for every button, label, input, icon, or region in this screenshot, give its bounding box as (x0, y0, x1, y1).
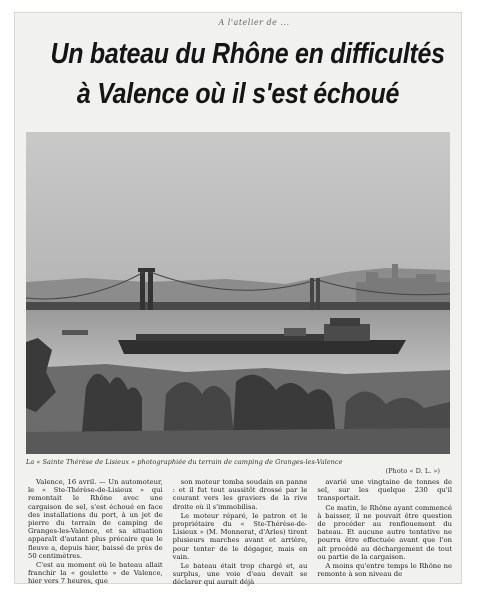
paragraph: Valence, 16 avril. — Un automoteur, le « Ste-Thérèse-de-Lisieux » qui remontait le Rhône avec une cargaison de sel, s'est échoué en face des installations du port, à un jet de pierre du terrain de camping de Granges-les-Valence, et sa situation apparaît d'autant plus précaire que le fleuve a, depuis hier, baissé de près de 50 centimètres. (28, 478, 163, 560)
headline (50, 34, 445, 114)
newspaper-clipping (14, 12, 462, 587)
headline-line-2: à Valence où il s'est échoué (76, 78, 400, 110)
paragraph: A moins qu'entre temps le Rhône ne remonte à son niveau de (317, 562, 453, 579)
paragraph: avarié une vingtaine de tonnes de sel, sur les quelque 230 qu'il transportait. (317, 478, 453, 503)
headline-line-1: Un bateau du Rhône en difficultés (50, 38, 445, 70)
paragraph: Le bateau était trop chargé et, au surplus, une voie d'eau devait se déclarer qui aurait déjà (172, 562, 308, 587)
article-body (28, 478, 452, 588)
article-column-1 (28, 478, 163, 588)
photo-credit: (Photo « D. L. ») (385, 467, 440, 475)
paragraph: Ce matin, le Rhône ayant commencé à baisser, il ne pouvait être question de procéder au renflouement du bateau. Et aucune autre tentative ne pourra être effectuée avant que l'on ait procédé au déchargement de tout ou partie de la cargaison. (317, 503, 453, 561)
paragraph: C'est au moment où le bateau allait franchir la « goulette » de Valence, hier vers 7 heures, que (28, 561, 163, 586)
photo-caption (26, 458, 450, 475)
small-boat (62, 330, 88, 335)
kicker-line: A l'atelier de ... (218, 18, 290, 27)
paragraph: son moteur tomba soudain en panne : et il fut tout aussitôt drossé par le courant vers les graviers de la rive droite où il s'immobilisa. (172, 478, 308, 511)
caption-text: La « Sainte Thérèse de Lisieux » photographiée du terrain de camping de Granges-les-Valence (26, 458, 343, 466)
article-column-3 (317, 478, 452, 588)
paragraph: Le moteur réparé, le patron et le propriétaire du « Ste-Thérèse-de-Lisieux » (M. Monnerat, d'Arles) tirent plusieurs marches avant et arrière, pour tenter de le dégager, mais en vain. (172, 511, 308, 561)
article-column-2 (173, 478, 308, 588)
foreground-grass (26, 428, 450, 454)
news-photo (26, 132, 450, 454)
